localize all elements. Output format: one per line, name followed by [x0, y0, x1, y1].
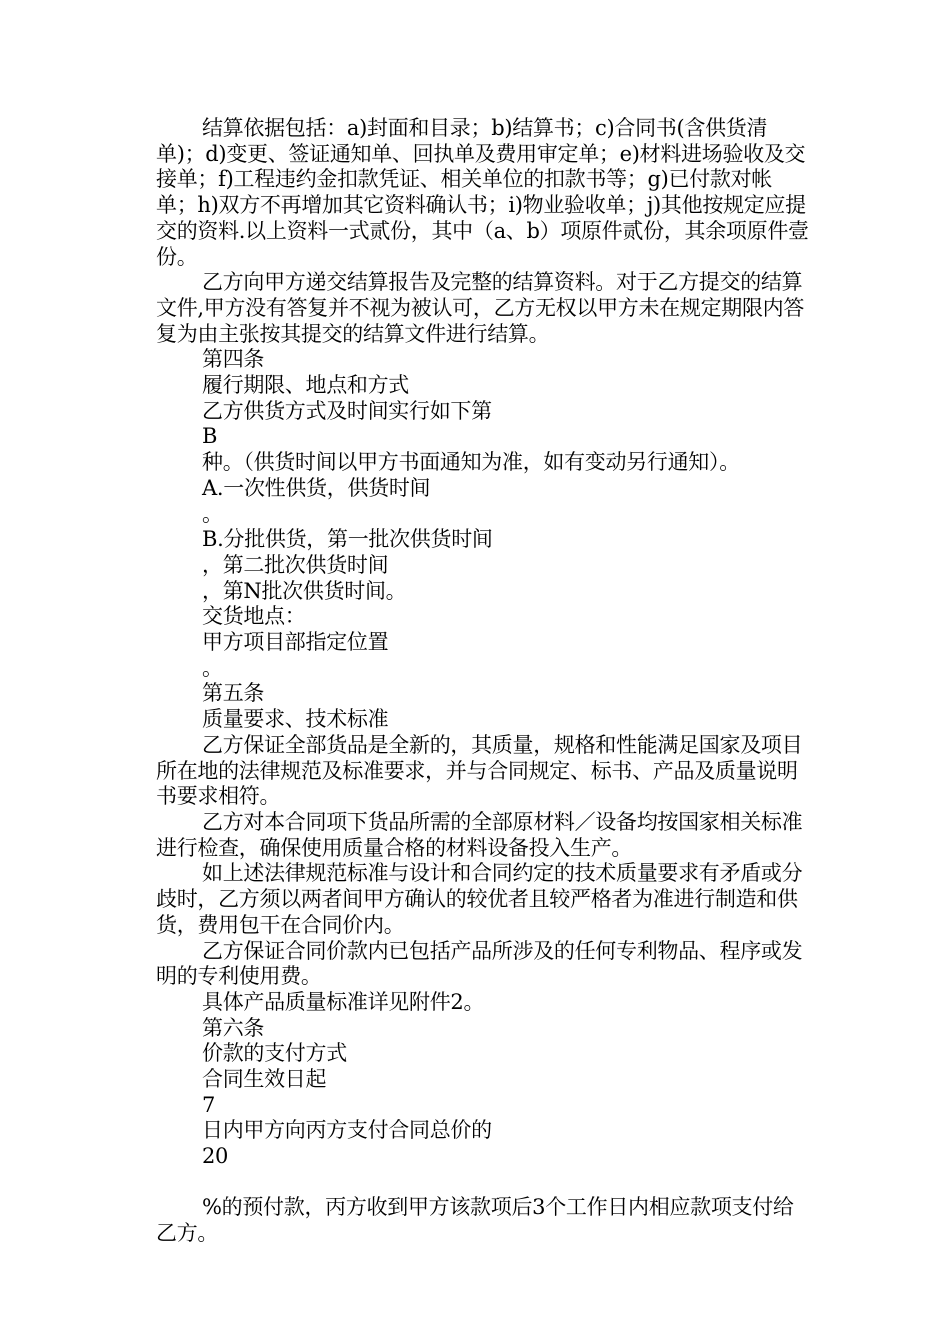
- paragraph: %的预付款，丙方收到甲方该款项后3个工作日内相应款项支付给乙方。: [156, 1194, 794, 1245]
- paragraph: 交货地点：: [202, 604, 306, 629]
- paragraph: 乙方保证全部货品是全新的，其质量，规格和性能满足国家及项目所在地的法律规范及标准要求，并与合同规定、标书、产品及质量说明书要求相符。: [156, 732, 803, 809]
- article-title: 质量要求、技术标准: [202, 707, 389, 732]
- paragraph: ，第二批次供货时间: [202, 552, 389, 577]
- article-heading: 第六条: [202, 1015, 265, 1040]
- paragraph: 。: [202, 655, 223, 680]
- paragraph: 种。（供货时间以甲方书面通知为准，如有变动另行通知）。: [202, 450, 740, 475]
- article-heading: 第五条: [202, 681, 265, 706]
- paragraph: 乙方对本合同项下货品所需的全部原材料／设备均按国家相关标准进行检查，确保使用质量合格的材料设备投入生产。: [156, 809, 803, 860]
- paragraph: 日内甲方向丙方支付合同总价的: [202, 1118, 492, 1143]
- document-body: [156, 116, 812, 1246]
- paragraph: 7: [202, 1092, 216, 1117]
- paragraph: 20: [202, 1144, 229, 1169]
- paragraph: 乙方供货方式及时间实行如下第: [202, 398, 492, 423]
- paragraph: 结算依据包括：a)封面和目录；b)结算书；c)合同书(含供货清单)；d)变更、签证通知单、回执单及费用审定单；e)材料进场验收及交接单；f)工程违约金扣款凭证、相关单位的扣款书等；g)已付款对帐单；h)双方不再增加其它资料确认书；i)物业验收单；j)其他按规定应提交的资料.以上资料一式贰份，其中（a、b）项原件贰份，其余项原件壹份。: [156, 116, 809, 269]
- article-heading: 第四条: [202, 347, 265, 372]
- paragraph: B.分批供货，第一批次供货时间: [202, 527, 493, 552]
- paragraph: B: [202, 424, 218, 449]
- paragraph: 合同生效日起: [202, 1067, 327, 1092]
- paragraph: 乙方保证合同价款内已包括产品所涉及的任何专利物品、程序或发明的专利使用费。: [156, 938, 803, 989]
- paragraph: ，第N批次供货时间。: [202, 578, 407, 603]
- paragraph: 乙方向甲方递交结算报告及完整的结算资料。对于乙方提交的结算文件,甲方没有答复并不视为被认可，乙方无权以甲方未在规定期限内答复为由主张按其提交的结算文件进行结算。: [156, 270, 805, 346]
- paragraph: 。: [202, 501, 223, 526]
- paragraph: A.一次性供货，供货时间: [202, 475, 431, 500]
- article-title: 履行期限、地点和方式: [202, 373, 409, 398]
- paragraph: 具体产品质量标准详见附件2。: [202, 989, 485, 1014]
- article-title: 价款的支付方式: [202, 1041, 347, 1066]
- paragraph: 如上述法律规范标准与设计和合同约定的技术质量要求有矛盾或分歧时，乙方须以两者间甲方确认的较优者且较严格者为准进行制造和供货，费用包干在合同价内。: [156, 861, 803, 937]
- paragraph: 甲方项目部指定位置: [202, 630, 389, 655]
